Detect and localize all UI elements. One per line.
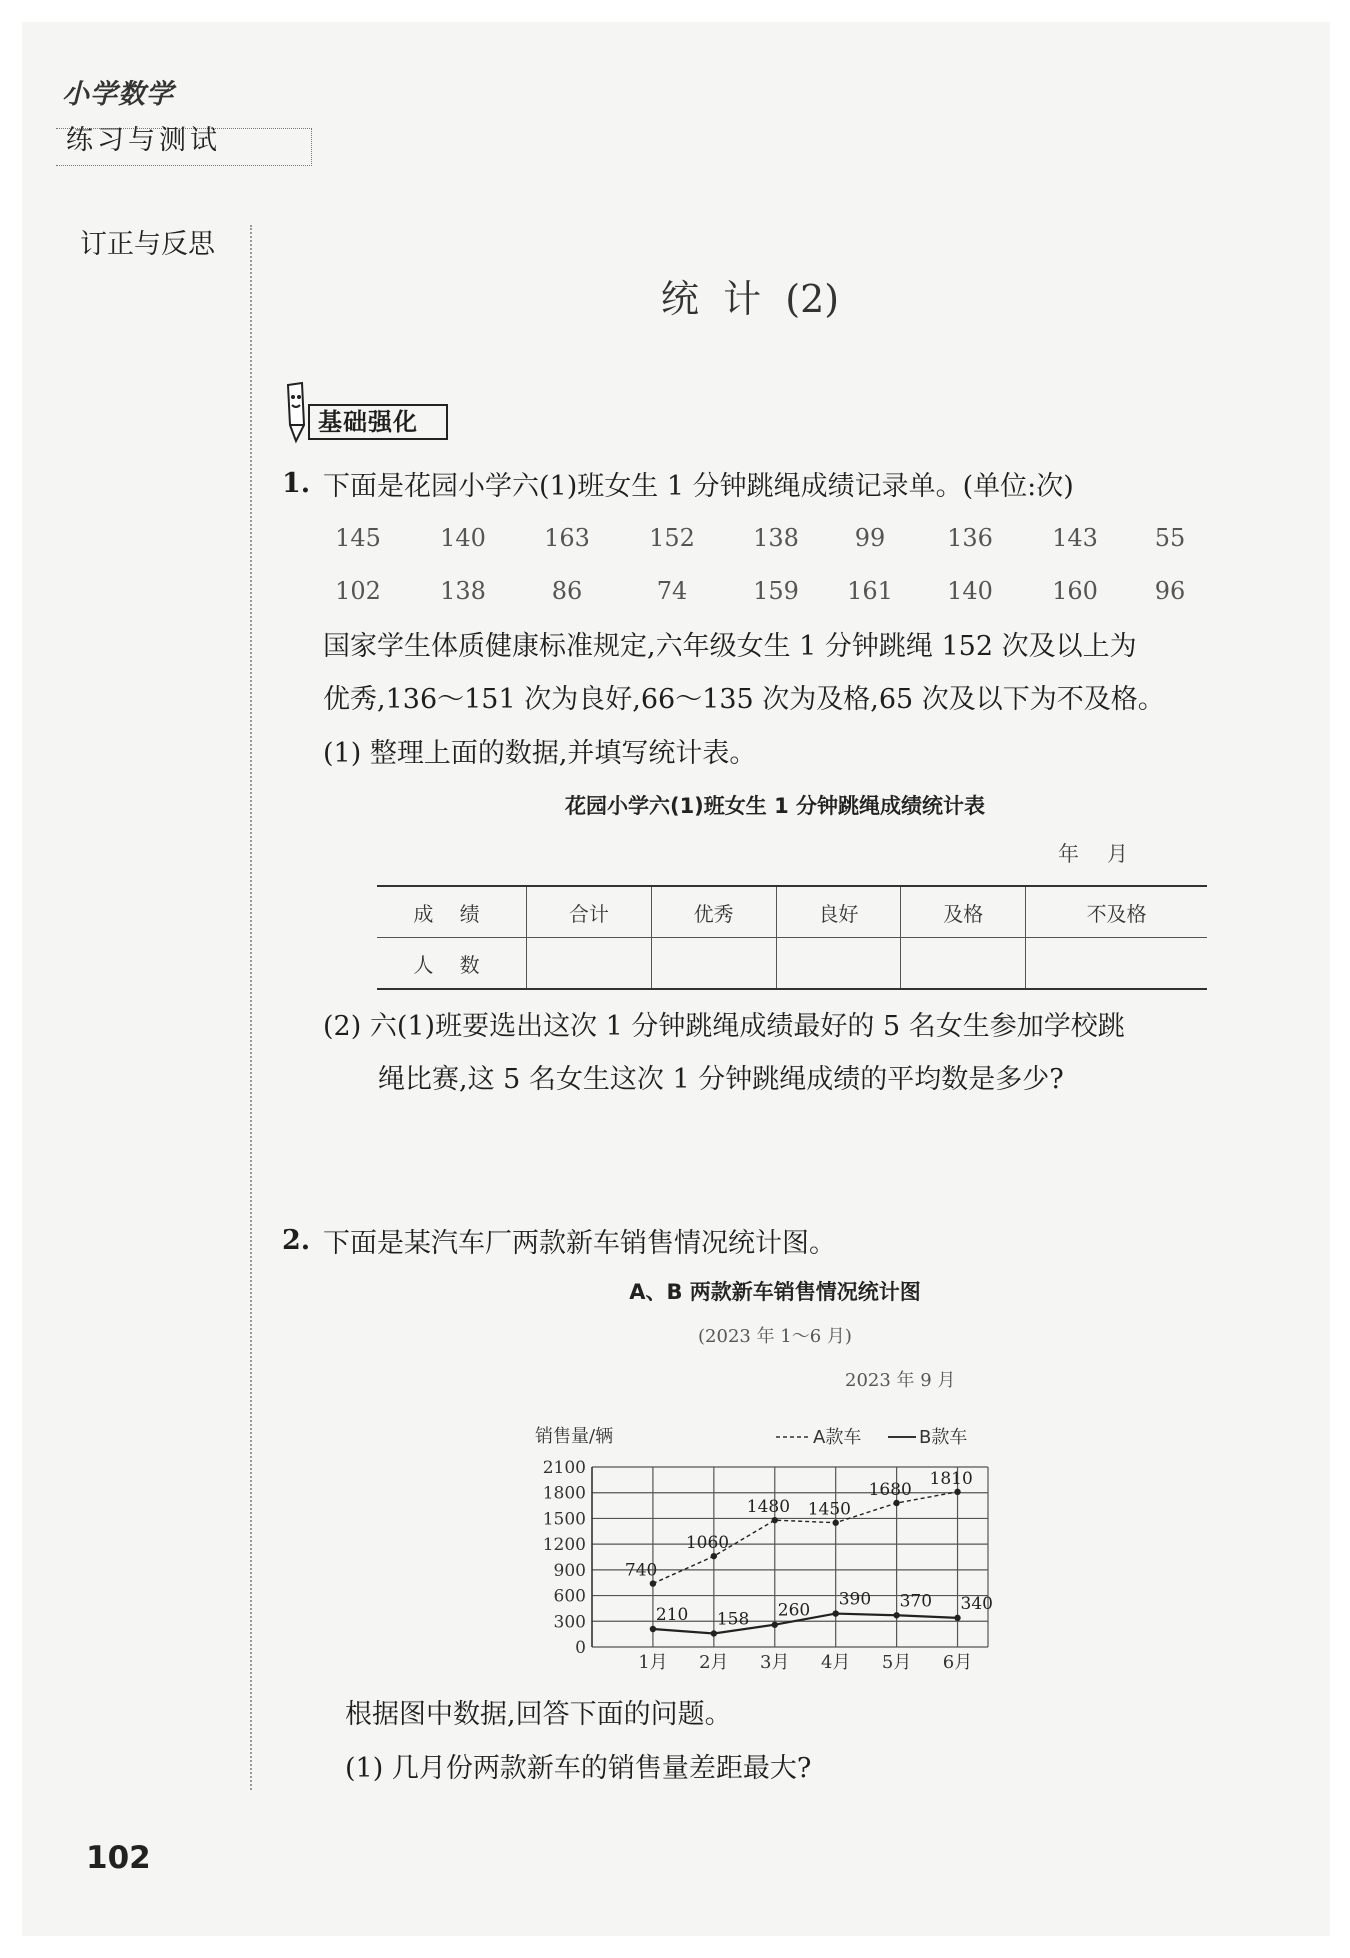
x-tick-label: 4月 (820, 1652, 851, 1673)
margin-divider (250, 225, 252, 1790)
table-header-cell: 合计 (527, 886, 652, 938)
score-value: 74 (656, 577, 688, 605)
y-tick-label: 900 (553, 1560, 586, 1581)
score-value: 140 (440, 524, 486, 552)
chart-date: 2023 年 9 月 (845, 1370, 956, 1391)
y-tick-label: 300 (553, 1612, 586, 1633)
legend-label-a: A款车 (813, 1427, 862, 1448)
data-label: 370 (899, 1591, 933, 1612)
question-stem: 下面是花园小学六(1)班女生 1 分钟跳绳成绩记录单。(单位:次) (323, 471, 1074, 502)
x-tick-label: 5月 (881, 1652, 912, 1673)
correction-column-title: 订正与反思 (80, 229, 215, 260)
data-label: 1810 (929, 1468, 973, 1489)
grading-rule-line: 国家学生体质健康标准规定,六年级女生 1 分钟跳绳 152 次及以上为 (323, 631, 1137, 662)
table-date-blank: 年 月 (1058, 842, 1131, 866)
data-label: 260 (777, 1600, 811, 1621)
statistics-table (377, 885, 1207, 990)
answer-cell[interactable] (901, 938, 1026, 990)
answer-cell[interactable] (1026, 938, 1207, 990)
x-tick-label: 6月 (942, 1652, 973, 1673)
table-header-cell: 良好 (776, 886, 901, 938)
data-label: 1450 (807, 1499, 851, 1520)
y-tick-label: 0 (575, 1638, 586, 1658)
score-value: 138 (753, 524, 799, 552)
legend-label-b: B款车 (919, 1427, 968, 1448)
y-tick-label: 1200 (542, 1535, 586, 1556)
y-tick-label: 1800 (542, 1483, 586, 1504)
data-label: 740 (624, 1560, 658, 1581)
sub-question: (1) 几月份两款新车的销售量差距最大? (345, 1753, 812, 1784)
grading-rule-line: 优秀,136～151 次为良好,66～135 次为及格,65 次及以下为不及格。 (323, 684, 1165, 715)
x-tick-label: 3月 (760, 1652, 790, 1673)
data-point (954, 1489, 960, 1495)
sub-question: (1) 整理上面的数据,并填写统计表。 (323, 738, 757, 769)
data-point (832, 1610, 838, 1616)
x-tick-label: 2月 (699, 1652, 729, 1673)
data-point (650, 1626, 656, 1632)
y-tick-label: 1500 (542, 1509, 586, 1530)
question-number: 2. (282, 1225, 311, 1256)
table-header-cell: 成 绩 (377, 886, 527, 938)
score-row (323, 524, 1203, 564)
data-label: 1060 (685, 1533, 730, 1554)
table-header-cell: 优秀 (651, 886, 776, 938)
chart-legend (776, 1427, 967, 1448)
chart-subtitle: (2023 年 1～6 月) (698, 1326, 852, 1347)
data-point (772, 1622, 778, 1628)
data-point (954, 1615, 960, 1621)
answer-cell[interactable] (776, 938, 901, 990)
score-value: 99 (854, 524, 886, 552)
data-point (711, 1630, 717, 1636)
question-number: 1. (282, 468, 311, 499)
score-value: 138 (440, 577, 486, 605)
chart-title: A、B 两款新车销售情况统计图 (629, 1280, 921, 1304)
table-header-cell: 及格 (901, 886, 1026, 938)
answer-cell[interactable] (651, 938, 776, 990)
score-row (323, 577, 1203, 617)
data-point (893, 1612, 899, 1618)
table-header-cell: 不及格 (1026, 886, 1207, 938)
data-label: 1680 (868, 1480, 912, 1500)
score-value: 145 (335, 524, 381, 552)
sub-question-continued: 绳比赛,这 5 名女生这次 1 分钟跳绳成绩的平均数是多少? (378, 1064, 1064, 1095)
score-value: 136 (947, 524, 993, 552)
score-value: 163 (544, 524, 590, 552)
y-tick-label: 600 (553, 1586, 586, 1607)
score-value: 160 (1052, 577, 1098, 605)
table-header-row (377, 886, 1207, 938)
score-value: 102 (335, 577, 381, 605)
score-value: 96 (1154, 577, 1186, 605)
table-row (377, 938, 1207, 990)
data-point (832, 1520, 838, 1526)
pencil-icon (282, 381, 310, 445)
answer-cell[interactable] (527, 938, 652, 990)
brand-book-title: 练习与测试 (66, 125, 221, 156)
question-instruction: 根据图中数据,回答下面的问题。 (345, 1699, 732, 1730)
score-value: 161 (847, 577, 893, 605)
data-point (893, 1500, 899, 1506)
data-label: 158 (716, 1609, 750, 1630)
grading-rule (323, 620, 1218, 726)
y-tick-label: 2100 (542, 1458, 586, 1478)
sales-line-chart (520, 1415, 1000, 1675)
data-label: 210 (655, 1605, 689, 1625)
table-row-label: 人 数 (377, 938, 527, 990)
question-stem: 下面是某汽车厂两款新车销售情况统计图。 (323, 1228, 836, 1259)
brand-series-title: 小学数学 (62, 79, 174, 110)
x-tick-label: 1月 (638, 1652, 668, 1673)
lesson-title: 统 计 (2) (660, 277, 840, 321)
score-value: 86 (551, 577, 583, 605)
score-value: 140 (947, 577, 993, 605)
data-label: 1480 (746, 1497, 791, 1518)
section-badge: 基础强化 (308, 404, 448, 440)
data-point (772, 1517, 778, 1523)
score-value: 159 (753, 577, 799, 605)
score-value: 143 (1052, 524, 1098, 552)
table-title: 花园小学六(1)班女生 1 分钟跳绳成绩统计表 (564, 794, 986, 818)
y-axis-label: 销售量/辆 (535, 1426, 614, 1447)
data-label: 340 (960, 1593, 993, 1614)
data-point (650, 1580, 656, 1586)
sub-question: (2) 六(1)班要选出这次 1 分钟跳绳成绩最好的 5 名女生参加学校跳 (323, 1011, 1125, 1042)
score-value: 55 (1154, 524, 1186, 552)
data-point (711, 1553, 717, 1559)
score-value: 152 (649, 524, 695, 552)
data-label: 390 (838, 1589, 872, 1610)
page-number: 102 (86, 1840, 151, 1876)
